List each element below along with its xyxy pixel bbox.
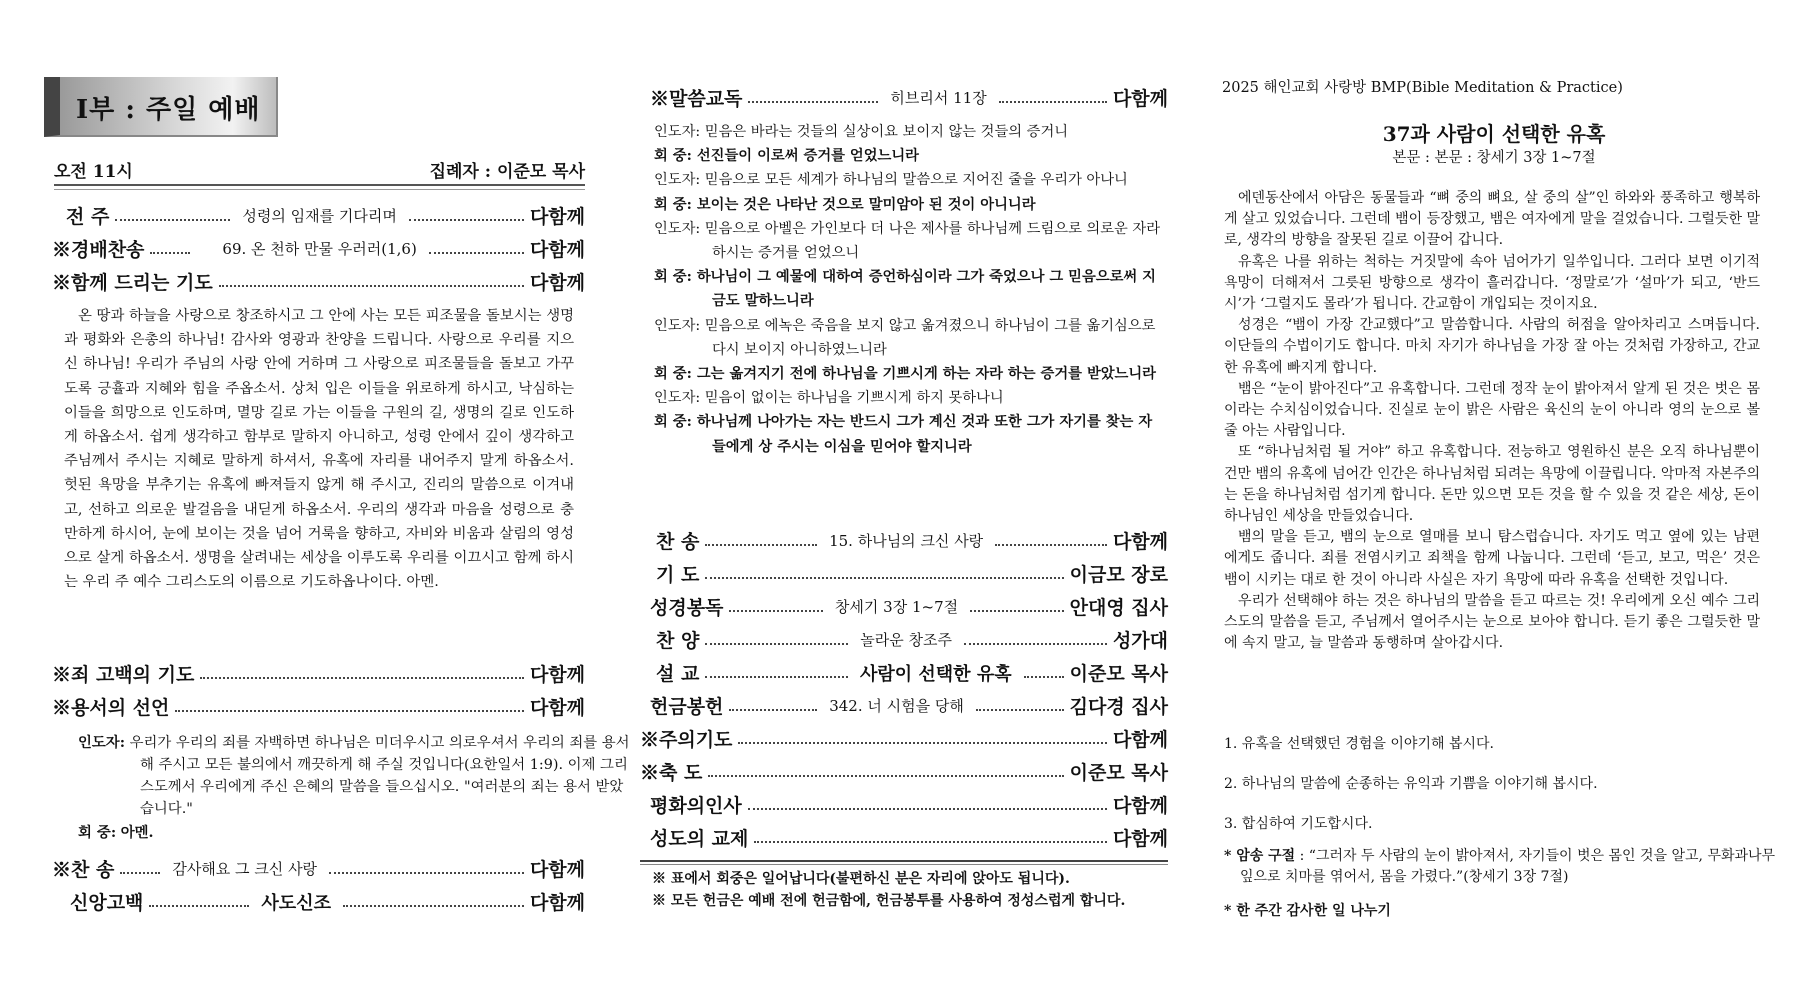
note-line: ※ 표에서 회중은 일어납니다(불편하신 분은 자리에 앉아도 됩니다). xyxy=(652,871,1070,887)
order-detail: 342. 너 시험을 당해 xyxy=(829,697,964,715)
order-row-creed xyxy=(52,888,585,915)
leader-dots xyxy=(1024,676,1064,678)
order-who: 안대영 집사 xyxy=(1069,597,1168,619)
leader-dots xyxy=(120,872,160,874)
speaker-label: 회 중: xyxy=(654,148,692,165)
order-label: 찬 송 xyxy=(656,531,700,553)
litany-line xyxy=(654,410,1164,458)
leader-dots xyxy=(409,219,524,221)
order-who: 김다경 집사 xyxy=(1069,696,1168,718)
order-who: 성가대 xyxy=(1112,630,1169,652)
order-label: 신앙고백 xyxy=(70,892,144,914)
order-label: ※말씀교독 xyxy=(650,88,743,110)
speaker-label: 인도자: xyxy=(654,390,701,407)
speaker-label: 인도자: xyxy=(654,124,701,140)
speaker-label: 회 중: xyxy=(654,269,692,286)
litany-text: 믿음으로 아벨은 가인보다 더 나은 제사를 하나님께 드림으로 의로운 자라 하시는 증거를 얻었으니 xyxy=(704,220,1161,262)
litany-text: 보이는 것은 나타난 것으로 말미암아 된 것이 아니니라 xyxy=(696,196,1036,213)
leader-dots xyxy=(748,808,1107,810)
discussion-question: 1. 유혹을 선택했던 경험을 이야기해 봅시다. xyxy=(1224,736,1494,752)
leader-dots xyxy=(729,709,817,711)
order-row-lords-prayer xyxy=(640,725,1168,752)
litany-text: 믿음으로 에녹은 죽음을 보지 않고 옮겨졌으니 하나님이 그를 옮기심으로 다시 보이지 아니하였느니라 xyxy=(704,317,1156,358)
order-who: 다함께 xyxy=(529,697,585,719)
order-row-hymn2 xyxy=(52,855,585,882)
note-line: ※ 모든 헌금은 예배 전에 헌금함에, 헌금봉투를 사용하여 정성스럽게 합니다. xyxy=(652,893,1126,909)
order-who: 다함께 xyxy=(529,859,585,881)
service-leader: 집례자 : 이준모 목사 xyxy=(429,162,585,182)
service-header xyxy=(54,157,585,186)
memory-verse xyxy=(1224,846,1776,888)
absolution-block xyxy=(78,732,630,820)
section-title-box xyxy=(44,77,278,137)
lesson-paragraph: 뱀의 말을 듣고, 뱀의 눈으로 열매를 보니 탐스럽습니다. 자기도 먹고 옆에 있는 남편에게도 줍니다. 죄를 전염시키고 죄책을 함께 나눕니다. 그런데 ‘듣고, 보고, 먹은’ 것은 뱀이 시키는 대로 한 것이 아니라 사실은 자기 욕망에 따라 유혹을 선택한 것입니다. xyxy=(1224,529,1760,588)
lesson-paragraph: 성경은 “뱀이 가장 간교했다”고 말씀합니다. 사람의 허점을 알아차리고 스며듭니다. 이단들의 수법이기도 합니다. 마치 자기가 하나님을 가장 잘 아는 것처럼 가장하고, 간교한 유혹에 빠지게 합니다. xyxy=(1224,317,1760,376)
service-time: 오전 11시 xyxy=(54,162,133,182)
order-label: 성도의 교제 xyxy=(650,828,749,850)
litany-line xyxy=(654,193,1164,217)
order-who: 다함께 xyxy=(1112,88,1168,110)
leader-dots xyxy=(219,285,524,287)
order-label: 평화의인사 xyxy=(650,795,742,817)
order-who: 다함께 xyxy=(1112,795,1168,817)
order-label: ※죄 고백의 기도 xyxy=(52,664,195,686)
leader-dots xyxy=(175,710,524,712)
speaker-label: 인도자: xyxy=(654,317,701,334)
speaker-label: 인도자: xyxy=(654,172,701,189)
order-detail: 창세기 3장 1~7절 xyxy=(834,598,959,616)
order-detail: 사람이 선택한 유혹 xyxy=(859,663,1012,685)
lesson-paragraph: 또 “하나님처럼 될 거야” 하고 유혹합니다. 전능하고 영원하신 분은 오직 하나님뿐이건만 뱀의 유혹에 넘어간 인간은 하나님처럼 되려는 욕망에 이끌립니다. 악마적 자본주의는 돈을 하나님처럼 섬기게 합니다. 돈만 있으면 모든 것을 할 수 있을 것 같은 세상, 돈이 하나님인 세상을 만들었습니다. xyxy=(1224,444,1760,525)
order-who: 다함께 xyxy=(529,664,585,686)
leader-dots xyxy=(329,872,524,874)
litany-text: 믿음이 없이는 하나님을 기쁘시게 하지 못하나니 xyxy=(704,390,1004,407)
leader-dots xyxy=(970,610,1064,612)
order-row-hymn3 xyxy=(650,527,1168,554)
order-label: ※경배찬송 xyxy=(52,239,145,261)
speaker-label: 회 중: xyxy=(654,196,692,213)
leader-dots xyxy=(729,610,823,612)
order-who: 이금모 장로 xyxy=(1069,564,1168,586)
order-row-offering xyxy=(650,692,1168,719)
order-label: 설 교 xyxy=(656,663,700,685)
order-who: 다함께 xyxy=(529,206,586,228)
discussion-question: 2. 하나님의 말씀에 순종하는 유익과 기쁨을 이야기해 봅시다. xyxy=(1224,776,1598,792)
notes-block xyxy=(652,868,1172,912)
header-divider xyxy=(54,189,585,190)
litany-text: 그는 옮겨지기 전에 하나님을 기쁘시게 하는 자라 하는 증거를 받았느니라 xyxy=(696,366,1156,383)
lesson-paragraph: 에덴동산에서 아담은 동물들과 “뼈 중의 뼈요, 살 중의 살”인 하와와 풍족하고 행복하게 살고 있었습니다. 그런데 뱀이 등장했고, 뱀은 여자에게 말을 걸었습니다. 그럴듯한 말로, 생각의 방향을 잘못된 길로 이끌어 갑니다. xyxy=(1224,190,1760,249)
order-detail: 성령의 임재를 기다리며 xyxy=(242,207,397,225)
absolution-text: 우리가 우리의 죄를 자백하면 하나님은 미더우시고 의로우셔서 우리의 죄를 용서해 주시고 모든 불의에서 깨끗하게 해 주실 것입니다(요한일서 1:9). 이제 그리스도께서 우리에게 주신 은혜의 말씀을 들으십시오. "여러분의 죄는 용서 받았습니다." xyxy=(129,735,630,817)
section-title: I부 : 주일 예배 xyxy=(76,95,261,125)
litany-line xyxy=(654,314,1164,362)
lesson-paragraph: 우리가 선택해야 하는 것은 하나님의 말씀을 듣고 따르는 것! 우리에게 오신 예수 그리스도의 말씀을 듣고, 주님께서 열어주시는 눈으로 보아야 합니다. 듣기 좋은 그럴듯한 말에 속지 말고, 늘 말씀과 동행하며 살아갑시다. xyxy=(1224,592,1760,652)
lesson-title: 37과 사람이 선택한 유혹 xyxy=(1382,122,1606,146)
order-label: 헌금봉헌 xyxy=(650,696,724,718)
notes-divider-thin xyxy=(640,864,1168,865)
lesson-subtitle: 본문 : 본문 : 창세기 3장 1~7절 xyxy=(1392,150,1596,166)
order-row-absolution xyxy=(52,693,585,720)
leader-dots xyxy=(995,544,1107,546)
leader-dots xyxy=(705,643,848,645)
order-row-prelude xyxy=(52,202,585,229)
order-row-scripture xyxy=(650,593,1168,620)
order-label: 찬 양 xyxy=(656,630,700,652)
lesson-paragraph: 유혹은 나를 위하는 척하는 거짓말에 속아 넘어가기 일쑤입니다. 그러다 보면 이기적 욕망이 더해져서 그릇된 방향으로 생각이 흘러갑니다. ‘정말로’가 ‘설마’가 되고, ‘반드시’가 ‘그럴지도 몰라’가 됩니다. 간교함이 개입되는 것이지요. xyxy=(1224,253,1760,313)
amen-line xyxy=(78,822,154,844)
speaker-label: 회 중: xyxy=(654,366,692,383)
order-who: 다함께 xyxy=(1112,828,1168,850)
speaker-label: 인도자: xyxy=(654,220,701,237)
leader-dots xyxy=(708,775,1063,777)
leader-dots xyxy=(200,677,524,679)
prayer-text: 온 땅과 하늘을 사랑으로 창조하시고 그 안에 사는 모든 피조물을 돌보시는 생명과 평화와 은총의 하나님! 감사와 영광과 찬양을 드립니다. 사랑으로 우리를 지으신 하나님! 우리가 주님의 사랑 안에 거하며 그 사랑으로 피조물들을 돌보고 가꾸도록 긍휼과 지혜와 힘을 주옵소서. 상처 입은 이들을 위로하게 하시고, 낙심하는 이들을 희망으로 인도하며, 멸망 길로 가는 이들을 구원의 길, 생명의 길로 인도하게 하옵소서. 쉽게 생각하고 함부로 말하지 아니하고, 성령 안에서 깊이 생각하고 주님께서 주시는 지혜로 말하게 하셔서, 유혹에 자리를 내어주지 말게 하옵소서. 헛된 욕망을 부추기는 유혹에 빠져들지 않게 해 주시고, 진리의 말씀으로 이겨내고, 선하고 의로운 발걸음을 내딛게 하옵소서. 우리의 생각과 마음을 성령으로 충만하게 하시어, 눈에 보이는 것을 넘어 거룩을 향하고, 자비와 비움과 살림의 영성으로 살게 하옵소서. 생명을 살려내는 세상을 이루도록 우리를 이끄시고 함께 하시는 우리 주 예수 그리스도의 이름으로 기도하옵나이다. 아멘. xyxy=(64,308,574,591)
order-who: 이준모 목사 xyxy=(1069,663,1168,685)
order-row-confession xyxy=(52,660,585,687)
leader-dots xyxy=(149,905,249,907)
order-row-pastoral-prayer xyxy=(650,560,1168,587)
order-who: 다함께 xyxy=(529,892,585,914)
litany-line xyxy=(654,265,1164,313)
leader-dots xyxy=(115,219,230,221)
leader-dots xyxy=(754,841,1107,843)
order-detail: 69. 온 천하 만물 우러러(1,6) xyxy=(222,240,417,258)
order-row-hymn xyxy=(52,235,585,262)
order-label: ※주의기도 xyxy=(640,729,733,751)
discussion-question: 3. 합심하여 기도합시다. xyxy=(1224,816,1373,832)
speaker-label: 회 중: xyxy=(78,824,117,841)
litany-text: 믿음으로 모든 세계가 하나님의 말씀으로 지어진 줄을 우리가 아나니 xyxy=(704,172,1128,189)
order-label: 성경봉독 xyxy=(650,597,724,619)
leader-dots xyxy=(705,577,1063,579)
litany-block xyxy=(654,120,1164,459)
litany-line xyxy=(654,217,1164,265)
leader-dots xyxy=(976,709,1064,711)
order-who: 이준모 목사 xyxy=(1069,762,1168,784)
leader-dots xyxy=(738,742,1107,744)
order-row-responsive-reading xyxy=(650,84,1168,111)
order-label: ※용서의 선언 xyxy=(52,697,170,719)
order-detail: 사도신조 xyxy=(261,892,331,914)
order-label: 기 도 xyxy=(656,564,700,586)
leader-dots xyxy=(150,252,190,254)
litany-text: 하나님께 나아가는 자는 반드시 그가 계신 것과 또한 그가 자기를 찾는 자들에게 상 주시는 이심을 믿어야 할지니라 xyxy=(696,414,1153,455)
memory-text: : “그러자 두 사람의 눈이 밝아져서, 자기들이 벗은 몸인 것을 알고, 무화과나무 잎으로 치마를 엮어서, 몸을 가렸다.”(창세기 3장 7절) xyxy=(1240,848,1776,886)
order-label: 전 주 xyxy=(66,206,110,228)
order-row-prayer xyxy=(52,268,585,295)
leader-dots xyxy=(964,643,1107,645)
lesson-body xyxy=(1224,188,1760,654)
order-who: 다함께 xyxy=(529,272,585,294)
litany-line xyxy=(654,386,1164,410)
share-prompt: * 한 주간 감사한 일 나누기 xyxy=(1224,903,1391,919)
leader-dots xyxy=(748,101,878,103)
speaker-label: 회 중: xyxy=(654,414,692,431)
amen-text: 아멘. xyxy=(120,824,154,841)
order-detail: 놀라운 창조주 xyxy=(860,631,952,649)
litany-text: 믿음은 바라는 것들의 실상이요 보이지 않는 것들의 증거니 xyxy=(704,124,1069,140)
memory-label: * 암송 구절 xyxy=(1224,848,1296,864)
order-row-peace xyxy=(650,791,1168,818)
order-label: ※찬 송 xyxy=(52,859,115,881)
order-row-sermon xyxy=(650,659,1168,686)
leader-dots xyxy=(429,252,524,254)
order-detail: 히브리서 11장 xyxy=(890,89,987,107)
leader-dots xyxy=(999,101,1107,103)
speaker-label: 인도자: xyxy=(78,734,126,751)
order-detail: 감사해요 그 크신 사랑 xyxy=(172,860,318,878)
order-row-anthem xyxy=(650,626,1168,653)
order-label: ※함께 드리는 기도 xyxy=(52,272,213,294)
order-row-benediction xyxy=(640,758,1168,785)
bmp-header: 2025 해인교회 사랑방 BMP(Bible Meditation & Practice) xyxy=(1222,80,1623,96)
order-who: 다함께 xyxy=(529,239,585,261)
leader-dots xyxy=(705,544,817,546)
order-label: ※축 도 xyxy=(640,762,703,784)
litany-line xyxy=(654,120,1164,144)
order-who: 다함께 xyxy=(1112,531,1169,553)
lesson-paragraph: 뱀은 “눈이 밝아진다”고 유혹합니다. 그런데 정작 눈이 밝아져서 알게 된 것은 벗은 몸이라는 수치심이었습니다. 진실로 눈이 밝은 사람은 육신의 눈이 아니라 영의 눈으로 볼 줄 아는 사람입니다. xyxy=(1224,380,1760,440)
litany-line xyxy=(654,362,1164,386)
litany-text: 하나님이 그 예물에 대하여 증언하심이라 그가 죽었으나 그 믿음으로써 지금도 말하느니라 xyxy=(696,269,1156,310)
notes-divider xyxy=(640,860,1168,862)
leader-dots xyxy=(343,905,524,907)
order-who: 다함께 xyxy=(1112,729,1168,751)
order-row-fellowship xyxy=(650,824,1168,851)
order-detail: 15. 하나님의 크신 사랑 xyxy=(829,532,984,550)
litany-line xyxy=(654,168,1164,192)
leader-dots xyxy=(705,676,848,678)
litany-text: 선진들이 이로써 증거를 얻었느니라 xyxy=(696,148,919,165)
litany-line xyxy=(654,144,1164,168)
